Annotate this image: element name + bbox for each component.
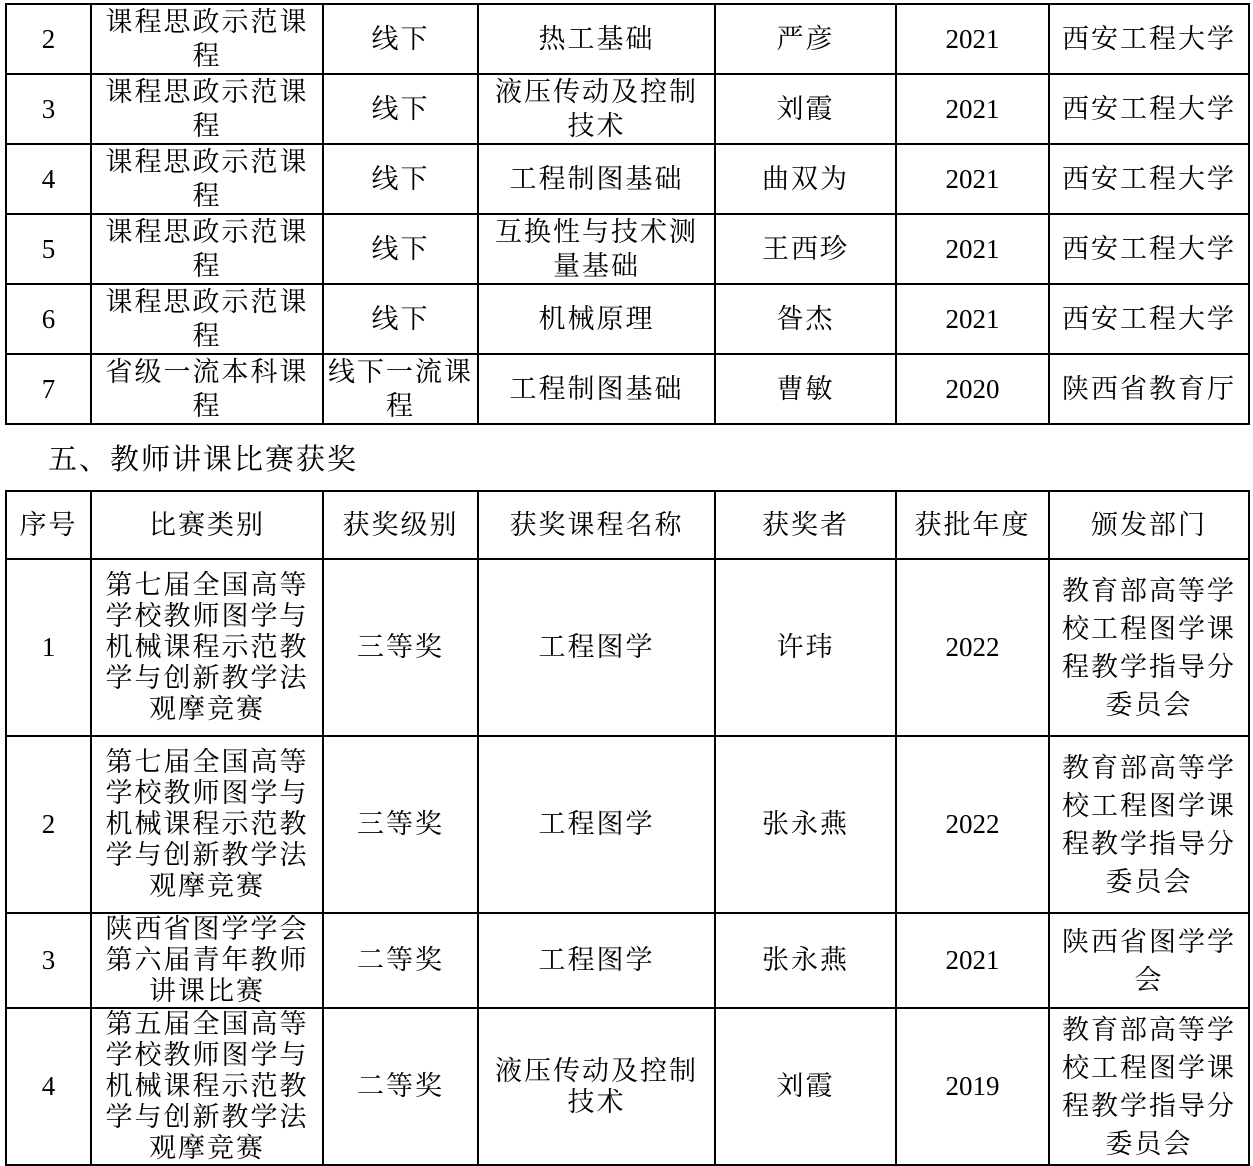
cell-year: 2021 (896, 74, 1049, 144)
cell-award-level: 三等奖 (323, 559, 478, 736)
cell-course: 工程图学 (478, 913, 715, 1008)
cell-name: 昝杰 (715, 284, 896, 354)
header-year: 获批年度 (896, 491, 1049, 559)
cell-name: 曲双为 (715, 144, 896, 214)
table-row (6, 74, 1249, 144)
cell-award-level: 三等奖 (323, 736, 478, 913)
cell-category: 课程思政示范课程 (91, 284, 323, 354)
cell-serial: 1 (6, 559, 91, 736)
cell-category: 课程思政示范课程 (91, 144, 323, 214)
cell-name: 王西珍 (715, 214, 896, 284)
cell-type: 线下 (323, 284, 478, 354)
table-row (6, 559, 1249, 736)
cell-winner: 刘霞 (715, 1008, 896, 1165)
cell-department: 陕西省教育厅 (1049, 354, 1249, 424)
cell-competition: 陕西省图学学会第六届青年教师讲课比赛 (91, 913, 323, 1008)
cell-serial: 2 (6, 4, 91, 74)
cell-year: 2022 (896, 736, 1049, 913)
cell-year: 2022 (896, 559, 1049, 736)
cell-department: 西安工程大学 (1049, 74, 1249, 144)
table-row (6, 214, 1249, 284)
table-row (6, 913, 1249, 1008)
header-winner: 获奖者 (715, 491, 896, 559)
cell-course: 工程制图基础 (478, 354, 715, 424)
course-award-table (5, 3, 1250, 425)
cell-competition: 第七届全国高等学校教师图学与机械课程示范教学与创新教学法观摩竞赛 (91, 736, 323, 913)
cell-serial: 3 (6, 74, 91, 144)
cell-name: 刘霞 (715, 74, 896, 144)
cell-category: 课程思政示范课程 (91, 74, 323, 144)
cell-category: 课程思政示范课程 (91, 214, 323, 284)
cell-course: 互换性与技术测量基础 (478, 214, 715, 284)
header-department: 颁发部门 (1049, 491, 1249, 559)
cell-serial: 5 (6, 214, 91, 284)
cell-serial: 4 (6, 1008, 91, 1165)
header-award-level: 获奖级别 (323, 491, 478, 559)
cell-course: 热工基础 (478, 4, 715, 74)
cell-department: 教育部高等学校工程图学课程教学指导分委员会 (1049, 559, 1249, 736)
cell-year: 2021 (896, 4, 1049, 74)
cell-type: 线下一流课程 (323, 354, 478, 424)
header-competition: 比赛类别 (91, 491, 323, 559)
cell-serial: 4 (6, 144, 91, 214)
cell-department: 陕西省图学学会 (1049, 913, 1249, 1008)
cell-serial: 2 (6, 736, 91, 913)
cell-year: 2021 (896, 913, 1049, 1008)
cell-award-level: 二等奖 (323, 1008, 478, 1165)
cell-type: 线下 (323, 144, 478, 214)
cell-year: 2021 (896, 214, 1049, 284)
cell-course: 工程制图基础 (478, 144, 715, 214)
cell-competition: 第五届全国高等学校教师图学与机械课程示范教学与创新教学法观摩竞赛 (91, 1008, 323, 1165)
cell-type: 线下 (323, 4, 478, 74)
cell-winner: 张永燕 (715, 913, 896, 1008)
cell-course: 液压传动及控制技术 (478, 1008, 715, 1165)
cell-serial: 3 (6, 913, 91, 1008)
cell-award-level: 二等奖 (323, 913, 478, 1008)
table-header-row (6, 491, 1249, 559)
cell-department: 西安工程大学 (1049, 284, 1249, 354)
table-row (6, 284, 1249, 354)
cell-category: 省级一流本科课程 (91, 354, 323, 424)
cell-name: 曹敏 (715, 354, 896, 424)
cell-name: 严彦 (715, 4, 896, 74)
competition-award-table (5, 490, 1250, 1166)
cell-department: 西安工程大学 (1049, 144, 1249, 214)
cell-department: 西安工程大学 (1049, 214, 1249, 284)
cell-category: 课程思政示范课程 (91, 4, 323, 74)
cell-course: 工程图学 (478, 559, 715, 736)
cell-type: 线下 (323, 74, 478, 144)
header-course: 获奖课程名称 (478, 491, 715, 559)
cell-winner: 张永燕 (715, 736, 896, 913)
table-row (6, 4, 1249, 74)
cell-serial: 7 (6, 354, 91, 424)
header-serial: 序号 (6, 491, 91, 559)
cell-year: 2021 (896, 284, 1049, 354)
cell-course: 工程图学 (478, 736, 715, 913)
cell-winner: 许玮 (715, 559, 896, 736)
cell-department: 教育部高等学校工程图学课程教学指导分委员会 (1049, 736, 1249, 913)
cell-department: 西安工程大学 (1049, 4, 1249, 74)
table-row (6, 736, 1249, 913)
table-row (6, 354, 1249, 424)
section-heading: 五、教师讲课比赛获奖 (48, 444, 359, 476)
table-row (6, 1008, 1249, 1165)
cell-serial: 6 (6, 284, 91, 354)
cell-year: 2020 (896, 354, 1049, 424)
cell-year: 2021 (896, 144, 1049, 214)
cell-course: 机械原理 (478, 284, 715, 354)
cell-type: 线下 (323, 214, 478, 284)
cell-department: 教育部高等学校工程图学课程教学指导分委员会 (1049, 1008, 1249, 1165)
cell-year: 2019 (896, 1008, 1049, 1165)
cell-competition: 第七届全国高等学校教师图学与机械课程示范教学与创新教学法观摩竞赛 (91, 559, 323, 736)
cell-course: 液压传动及控制技术 (478, 74, 715, 144)
table-row (6, 144, 1249, 214)
